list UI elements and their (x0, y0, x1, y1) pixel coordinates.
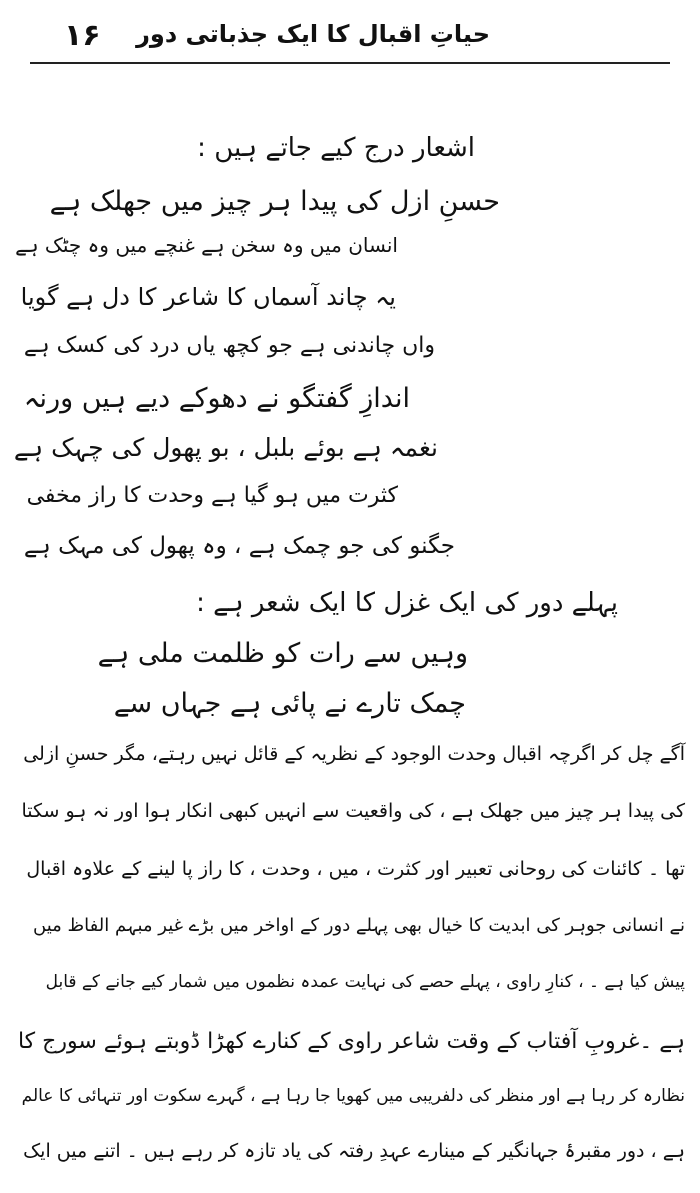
paragraph-line: تھا ۔ کائنات کی روحانی تعبیر اور کثرت ، میں ، وحدت ، کا راز پا لینے کے علاوہ اقبال (26, 858, 685, 880)
running-title: حیاتِ اقبال کا ایک جذباتی دور (136, 20, 490, 48)
poem-verse: جگنو کی جو چمک ہے ، وہ پھول کی مہک ہے (23, 533, 455, 559)
paragraph-line: نے انسانی جوہر کی ابدیت کا خیال بھی پہلے دور کے اواخر میں بڑے غیر مبہم الفاظ میں (33, 915, 685, 936)
intro-line: اشعار درج کیے جاتے ہیں : (197, 133, 475, 163)
poem-verse: واں چاندنی ہے جو کچھ یاں درد کی کسک ہے (23, 333, 435, 358)
poem-verse: انسان میں وہ سخن ہے غنچے میں وہ چٹک ہے (15, 233, 398, 257)
paragraph-line: ہے ۔غروبِ آفتاب کے وقت شاعر راوی کے کنارے کھڑا ڈوبتے ہوئے سورج کا (17, 1029, 685, 1054)
ghazal-intro: پہلے دور کی ایک غزل کا ایک شعر ہے : (196, 588, 618, 618)
paragraph-line: آگے چل کر اگرچہ اقبال وحدت الوجود کے نظریہ کے قائل نہیں رہتے، مگر حسنِ ازلی (23, 743, 685, 765)
ghazal-verse: وہیں سے رات کو ظلمت ملی ہے (97, 638, 468, 669)
paragraph-line: پیش کیا ہے ۔ ، کنارِ راوی ، پہلے حصے کی نہایت عمدہ نظموں میں شمار کیے جانے کے قابل (45, 972, 685, 992)
page-number: ۱۶ (64, 18, 101, 53)
paragraph-line: کی پیدا ہر چیز میں جھلک ہے ، کی واقعیت سے انہیں کبھی انکار ہوا اور نہ ہو سکتا (21, 800, 685, 822)
paragraph-line: نظارہ کر رہا ہے اور منظر کی دلفریبی میں کھویا جا رہا ہے ، گہرے سکوت اور تنہائی کا عالم (21, 1086, 685, 1106)
poem-verse: حسنِ ازل کی پیدا ہر چیز میں جھلک ہے (49, 186, 500, 217)
paragraph-line: ہے ، دور مقبرۂ جہانگیر کے مینارے عہدِ رفتہ کی یاد تازہ کر رہے ہیں ۔ اتنے میں ایک (23, 1140, 685, 1162)
header-rule (30, 62, 670, 64)
poem-verse: اندازِ گفتگو نے دھوکے دیے ہیں ورنہ (23, 383, 410, 414)
poem-verse: کثرت میں ہو گیا ہے وحدت کا راز مخفی (26, 483, 398, 508)
poem-verse: نغمہ ہے بوئے بلبل ، بو پھول کی چہک ہے (13, 433, 438, 462)
poem-verse: یہ چاند آسماں کا شاعر کا دل ہے گویا (20, 283, 396, 311)
page-header (0, 14, 700, 58)
ghazal-verse: چمک تارے نے پائی ہے جہاں سے (113, 688, 466, 719)
